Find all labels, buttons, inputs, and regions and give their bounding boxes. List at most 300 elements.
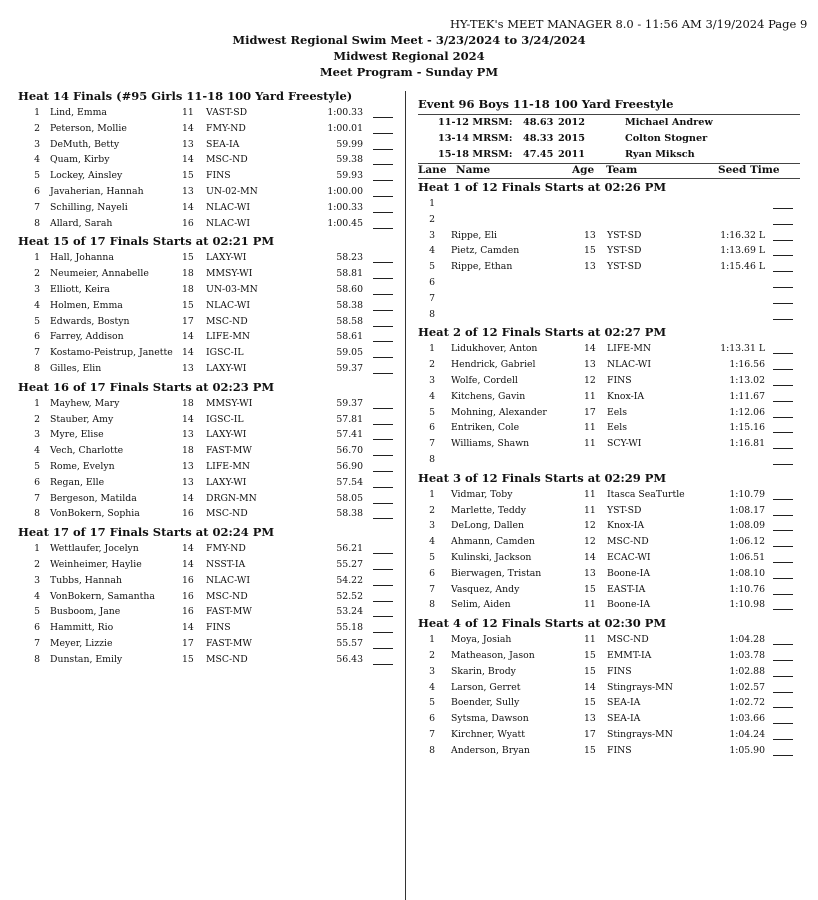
team-code: LAXY-WI — [206, 429, 247, 441]
swimmer-age: 11 — [584, 438, 596, 450]
team-code: FINS — [607, 665, 632, 677]
team-code: Boone-IA — [607, 599, 651, 611]
table-row — [410, 487, 810, 502]
team-code: Boone-IA — [607, 567, 651, 579]
lane-number: 8 — [429, 599, 435, 611]
record-year: 2012 — [558, 117, 585, 128]
result-blank — [773, 675, 793, 677]
col-age: Age — [572, 164, 595, 176]
result-blank — [373, 454, 393, 456]
heat-title: Heat 16 of 17 Finals Starts at 02:23 PM — [18, 379, 275, 394]
table-row — [410, 452, 810, 467]
table-row — [0, 266, 400, 281]
lane-number: 2 — [429, 504, 435, 516]
swimmer-age: 15 — [584, 744, 596, 756]
result-blank — [773, 400, 793, 402]
record-time: 48.63 — [523, 117, 554, 128]
lane-number: 5 — [429, 406, 435, 418]
table-row — [410, 632, 810, 647]
col-seed: Seed Time — [718, 164, 780, 176]
table-row — [410, 243, 810, 258]
col-lane: Lane — [418, 164, 447, 176]
seed-time: 1:08.10 — [729, 567, 765, 579]
lane-number: 4 — [429, 390, 435, 402]
lane-number: 1 — [429, 198, 435, 209]
seed-time: 58.81 — [336, 268, 363, 280]
swimmer-age: 15 — [584, 245, 596, 257]
result-blank — [773, 368, 793, 370]
lane-number: 6 — [429, 713, 435, 725]
result-blank — [773, 254, 793, 256]
swimmer-age: 15 — [584, 697, 596, 709]
seed-time: 54.22 — [336, 574, 363, 586]
swimmer-age: 17 — [584, 729, 596, 740]
seed-time: 59.37 — [336, 363, 363, 374]
result-blank — [773, 431, 793, 433]
swimmer-name: Elliott, Keira — [50, 284, 110, 295]
seed-time: 1:16.56 — [729, 359, 765, 371]
table-row — [0, 314, 400, 329]
lane-number: 1 — [429, 634, 435, 646]
seed-time: 56.90 — [336, 461, 363, 472]
team-code: VAST-SD — [206, 107, 248, 118]
swimmer-age: 17 — [182, 638, 194, 649]
record-holder: Ryan Miksch — [625, 149, 695, 160]
table-row — [0, 216, 400, 231]
result-blank — [773, 352, 793, 354]
lane-number: 7 — [429, 292, 435, 304]
swimmer-name: Stauber, Amy — [50, 413, 114, 425]
seed-time: 1:06.12 — [729, 536, 765, 548]
seed-time: 1:02.72 — [729, 697, 765, 709]
swimmer-age: 13 — [182, 429, 194, 441]
seed-time: 59.93 — [336, 170, 363, 182]
result-blank — [373, 663, 393, 665]
swimmer-name: Hammitt, Rio — [50, 622, 114, 634]
table-row — [410, 743, 810, 758]
swimmer-name: Skarin, Brody — [451, 665, 516, 677]
swimmer-name: Quam, Kirby — [50, 154, 110, 166]
table-row — [0, 152, 400, 167]
swimmer-age: 15 — [182, 653, 194, 665]
team-code: FMY-ND — [206, 543, 246, 555]
table-row — [410, 436, 810, 451]
table-row — [410, 291, 810, 306]
swimmer-name: Regan, Elle — [50, 476, 105, 488]
table-row — [410, 664, 810, 679]
team-code: DRGN-MN — [206, 492, 257, 504]
seed-time: 1:04.28 — [729, 634, 765, 646]
seed-time: 1:15.16 — [729, 422, 765, 434]
table-row — [410, 534, 810, 549]
swimmer-name: Farrey, Addison — [50, 331, 124, 343]
record-label: 11-12 MRSM: — [438, 117, 513, 128]
seed-time: 1:08.09 — [729, 520, 765, 532]
swimmer-name: Kostamo-Peistrup, Janette — [50, 347, 173, 359]
team-code: FINS — [607, 375, 632, 386]
heat-title: Heat 17 of 17 Finals Starts at 02:24 PM — [18, 525, 275, 540]
swimmer-age: 13 — [182, 476, 194, 488]
column-divider — [405, 91, 406, 900]
swimmer-name: Neumeier, Annabelle — [50, 268, 149, 280]
seed-time: 58.05 — [336, 492, 363, 504]
result-blank — [373, 647, 393, 649]
result-blank — [773, 738, 793, 740]
swimmer-name: Vech, Charlotte — [50, 445, 124, 457]
swimmer-name: Selim, Aiden — [451, 599, 511, 611]
swimmer-name: Lockey, Ainsley — [50, 170, 123, 182]
team-code: FINS — [206, 622, 231, 634]
lane-number: 7 — [34, 492, 40, 504]
seed-time: 58.61 — [336, 331, 363, 343]
table-row — [0, 589, 400, 604]
team-code: Itasca SeaTurtle — [607, 488, 685, 500]
swimmer-name: Rippe, Ethan — [451, 261, 513, 273]
result-blank — [373, 132, 393, 134]
swimmer-age: 11 — [584, 599, 596, 611]
lane-number: 3 — [34, 429, 40, 441]
seed-time: 1:11.67 — [729, 390, 765, 402]
swimmer-age: 14 — [182, 122, 194, 134]
seed-time: 53.24 — [336, 606, 363, 618]
lane-number: 4 — [34, 154, 40, 166]
record-time: 48.33 — [523, 133, 554, 144]
seed-time: 1:03.66 — [729, 713, 765, 725]
lane-number: 3 — [429, 229, 435, 241]
result-blank — [773, 223, 793, 225]
team-code: SEA-IA — [607, 713, 641, 725]
lane-number: 1 — [34, 543, 40, 555]
event-title: Event 96 Boys 11-18 100 Yard Freestyle — [418, 97, 674, 111]
lane-number: 4 — [34, 590, 40, 602]
swimmer-name: Anderson, Bryan — [451, 744, 530, 756]
result-blank — [373, 631, 393, 633]
result-blank — [373, 163, 393, 165]
swimmer-name: DeLong, Dallen — [451, 520, 525, 532]
swimmer-name: Dunstan, Emily — [50, 653, 123, 665]
swimmer-age: 14 — [182, 492, 194, 504]
swimmer-age: 13 — [584, 359, 596, 371]
lane-number: 6 — [429, 567, 435, 579]
swimmer-age: 14 — [182, 331, 194, 343]
result-blank — [373, 261, 393, 263]
team-code: MMSY-WI — [206, 397, 253, 409]
team-code: MSC-ND — [206, 508, 248, 520]
seed-time: 55.27 — [336, 559, 363, 570]
heat-title: Heat 3 of 12 Finals Starts at 02:29 PM — [418, 470, 667, 485]
swimmer-name: Busboom, Jane — [50, 606, 121, 618]
seed-time: 1:13.31 L — [720, 343, 765, 355]
table-row — [410, 711, 810, 726]
table-row — [410, 307, 810, 322]
seed-time: 1:02.88 — [729, 665, 765, 677]
result-blank — [373, 325, 393, 327]
seed-time: 1:02.57 — [729, 681, 765, 693]
seed-time: 59.38 — [336, 154, 363, 166]
swimmer-name: Entriken, Cole — [451, 422, 520, 434]
lane-number: 4 — [34, 445, 40, 457]
swimmer-age: 17 — [584, 406, 596, 418]
team-code: IGSC-IL — [206, 413, 244, 425]
table-row — [0, 396, 400, 411]
col-name: Name — [456, 164, 491, 176]
swimmer-name: Holmen, Emma — [50, 299, 123, 311]
lane-number: 4 — [429, 681, 435, 693]
swimmer-name: Tubbs, Hannah — [50, 574, 122, 586]
team-code: Stingrays-MN — [607, 729, 673, 740]
table-row — [410, 275, 810, 290]
result-blank — [773, 722, 793, 724]
result-blank — [373, 211, 393, 213]
lane-number: 6 — [34, 622, 40, 634]
table-row — [410, 582, 810, 597]
seed-time: 1:13.69 L — [720, 245, 765, 257]
team-code: LAXY-WI — [206, 252, 247, 264]
result-blank — [373, 407, 393, 409]
seed-time: 56.43 — [336, 653, 363, 665]
result-blank — [373, 293, 393, 295]
lane-number: 2 — [429, 650, 435, 661]
result-blank — [773, 706, 793, 708]
result-blank — [373, 116, 393, 118]
lane-number: 6 — [34, 186, 40, 197]
swimmer-age: 14 — [584, 681, 596, 693]
seed-time: 59.37 — [336, 397, 363, 409]
swimmer-name: Peterson, Mollie — [50, 122, 127, 134]
team-code: EAST-IA — [607, 583, 646, 595]
result-blank — [773, 463, 793, 465]
swimmer-age: 13 — [584, 567, 596, 579]
team-code: LIFE-MN — [206, 331, 251, 343]
table-row — [410, 228, 810, 243]
seed-time: 1:00.00 — [327, 186, 363, 197]
swimmer-name: Boender, Sully — [451, 697, 520, 709]
swimmer-name: Lind, Emma — [50, 107, 107, 118]
heat-title: Heat 15 of 17 Finals Starts at 02:21 PM — [18, 234, 275, 249]
swimmer-name: Larson, Gerret — [451, 681, 521, 693]
swimmer-name: Weinheimer, Haylie — [50, 559, 142, 570]
table-row — [0, 329, 400, 344]
result-blank — [373, 615, 393, 617]
swimmer-age: 11 — [584, 422, 596, 434]
table-row — [410, 680, 810, 695]
lane-number: 2 — [429, 213, 435, 225]
swimmer-name: Kitchens, Gavin — [451, 390, 526, 402]
swimmer-name: Mayhew, Mary — [50, 397, 120, 409]
table-row — [410, 518, 810, 533]
table-row — [0, 620, 400, 635]
seed-time: 1:00.33 — [327, 107, 363, 118]
seed-time: 58.58 — [336, 315, 363, 327]
swimmer-name: Hendrick, Gabriel — [451, 359, 536, 371]
lane-number: 8 — [429, 308, 435, 320]
table-row — [0, 475, 400, 490]
swimmer-age: 18 — [182, 284, 194, 295]
seed-time: 1:00.01 — [327, 122, 363, 134]
swimmer-age: 14 — [182, 622, 194, 634]
seed-time: 1:04.24 — [729, 729, 765, 740]
seed-time: 1:03.78 — [729, 650, 765, 661]
team-code: MSC-ND — [607, 536, 649, 548]
record-year: 2011 — [558, 149, 585, 160]
column-header — [418, 164, 800, 179]
table-row — [0, 491, 400, 506]
table-row — [0, 412, 400, 427]
team-code: LAXY-WI — [206, 363, 247, 374]
swimmer-age: 16 — [182, 574, 194, 586]
result-blank — [373, 277, 393, 279]
result-blank — [373, 227, 393, 229]
table-row — [0, 459, 400, 474]
seed-time: 1:10.79 — [729, 488, 765, 500]
lane-number: 3 — [34, 574, 40, 586]
lane-number: 4 — [34, 299, 40, 311]
table-row — [0, 652, 400, 667]
team-code: SEA-IA — [206, 138, 240, 150]
swimmer-age: 16 — [182, 217, 194, 229]
result-blank — [373, 438, 393, 440]
swimmer-name: Meyer, Lizzie — [50, 638, 113, 649]
result-blank — [773, 286, 793, 288]
swimmer-name: Vasquez, Andy — [451, 583, 520, 595]
swimmer-name: Sytsma, Dawson — [451, 713, 529, 725]
table-row — [410, 727, 810, 742]
table-row — [410, 420, 810, 435]
seed-time: 58.38 — [336, 508, 363, 520]
record-label: 15-18 MRSM: — [438, 149, 513, 160]
swimmer-age: 15 — [182, 252, 194, 264]
result-blank — [773, 608, 793, 610]
swimmer-name: DeMuth, Betty — [50, 138, 120, 150]
result-blank — [373, 372, 393, 374]
lane-number: 6 — [34, 476, 40, 488]
lane-number: 8 — [429, 454, 435, 465]
lane-number: 6 — [34, 331, 40, 343]
swimmer-name: Schilling, Nayeli — [50, 201, 128, 213]
lane-number: 8 — [34, 508, 40, 520]
swimmer-age: 13 — [584, 229, 596, 241]
team-code: MSC-ND — [206, 154, 248, 166]
swimmer-age: 14 — [182, 413, 194, 425]
table-row — [410, 597, 810, 612]
lane-number: 3 — [429, 520, 435, 532]
software-header: HY-TEK's MEET MANAGER 8.0 - 11:56 AM 3/19/2024 Page 9 — [450, 17, 808, 31]
table-row — [0, 184, 400, 199]
table-row — [0, 361, 400, 376]
swimmer-name: Kirchner, Wyatt — [451, 729, 525, 740]
result-blank — [773, 318, 793, 320]
lane-number: 6 — [429, 422, 435, 434]
seed-time: 56.21 — [336, 543, 363, 555]
swimmer-age: 13 — [182, 138, 194, 150]
table-row — [410, 389, 810, 404]
table-row — [0, 200, 400, 215]
result-blank — [373, 600, 393, 602]
swimmer-name: Vidmar, Toby — [451, 488, 513, 500]
swimmer-age: 13 — [182, 461, 194, 472]
lane-number: 1 — [34, 107, 40, 118]
table-row — [0, 250, 400, 265]
swimmer-age: 12 — [584, 375, 596, 386]
team-code: FMY-ND — [206, 122, 246, 134]
lane-number: 1 — [34, 252, 40, 264]
team-code: Knox-IA — [607, 520, 645, 532]
result-blank — [773, 754, 793, 756]
table-row — [410, 357, 810, 372]
seed-time: 55.57 — [336, 638, 363, 649]
swimmer-name: VonBokern, Samantha — [50, 590, 155, 602]
result-blank — [373, 195, 393, 197]
lane-number: 3 — [34, 138, 40, 150]
team-code: NLAC-WI — [206, 217, 250, 229]
seed-time: 1:10.98 — [729, 599, 765, 611]
result-blank — [773, 207, 793, 209]
table-row — [410, 196, 810, 211]
lane-number: 7 — [429, 438, 435, 450]
result-blank — [773, 270, 793, 272]
swimmer-age: 15 — [584, 665, 596, 677]
team-code: UN-03-MN — [206, 284, 258, 295]
swimmer-name: Bergeson, Matilda — [50, 492, 137, 504]
seed-time: 57.54 — [336, 476, 363, 488]
lane-number: 8 — [34, 363, 40, 374]
team-code: Stingrays-MN — [607, 681, 673, 693]
record-time: 47.45 — [523, 149, 554, 160]
team-code: SEA-IA — [607, 697, 641, 709]
table-row — [0, 137, 400, 152]
result-blank — [773, 529, 793, 531]
swimmer-name: Mohning, Alexander — [451, 406, 547, 418]
swimmer-name: Myre, Elise — [50, 429, 104, 441]
lane-number: 5 — [429, 552, 435, 563]
swimmer-name: Bierwagen, Tristan — [451, 567, 542, 579]
table-row — [0, 282, 400, 297]
team-code: Eels — [607, 406, 628, 418]
swimmer-name: Kulinski, Jackson — [451, 552, 532, 563]
lane-number: 6 — [429, 277, 435, 288]
table-row — [410, 550, 810, 565]
table-row — [0, 636, 400, 651]
team-code: NLAC-WI — [607, 359, 651, 371]
result-blank — [773, 593, 793, 595]
team-code: NLAC-WI — [206, 299, 250, 311]
lane-number: 2 — [429, 359, 435, 371]
record-holder: Michael Andrew — [625, 117, 713, 128]
team-code: FINS — [607, 744, 632, 756]
lane-number: 1 — [429, 343, 435, 355]
swimmer-name: Allard, Sarah — [50, 217, 113, 229]
team-code: MSC-ND — [206, 315, 248, 327]
swimmer-age: 11 — [182, 107, 194, 118]
swimmer-name: Marlette, Teddy — [451, 504, 527, 516]
swimmer-name: Ahmann, Camden — [451, 536, 535, 548]
seed-time: 59.05 — [336, 347, 363, 359]
lane-number: 2 — [34, 559, 40, 570]
result-blank — [773, 691, 793, 693]
table-row — [0, 345, 400, 360]
record-row — [418, 115, 800, 131]
table-row — [0, 541, 400, 556]
team-code: LIFE-MN — [607, 343, 652, 355]
swimmer-age: 15 — [182, 170, 194, 182]
seed-time: 1:16.81 — [729, 438, 765, 450]
table-row — [410, 341, 810, 356]
swimmer-name: Lidukhover, Anton — [451, 343, 538, 355]
result-blank — [773, 384, 793, 386]
seed-time: 1:08.17 — [729, 504, 765, 516]
result-blank — [773, 239, 793, 241]
record-holder: Colton Stogner — [625, 133, 708, 144]
